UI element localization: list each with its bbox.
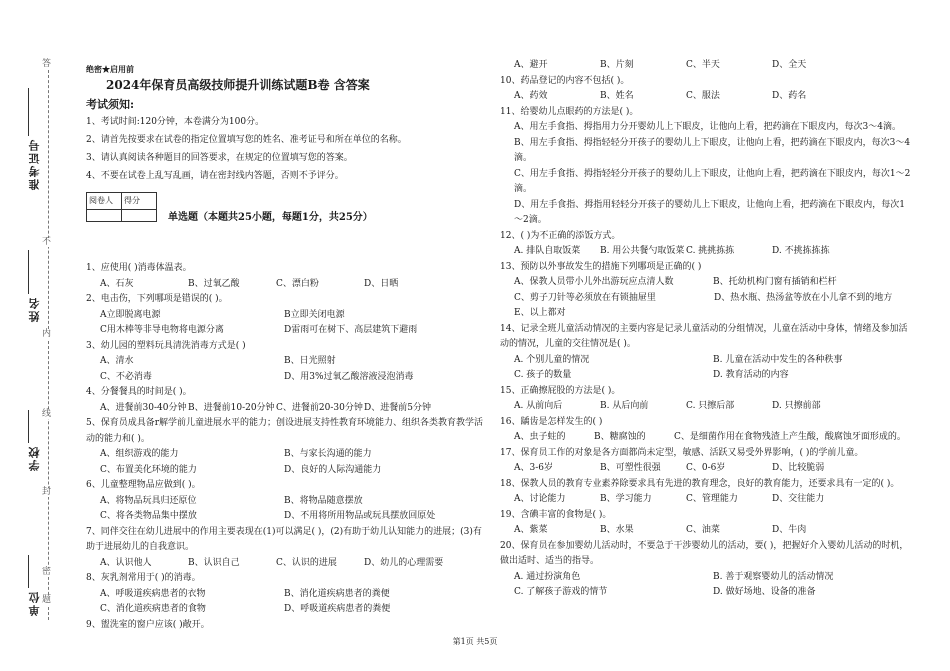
- options-row: [86, 277, 486, 293]
- option: D、不用将所用物品或玩具摆放回原处: [284, 511, 436, 521]
- page-footer: 第1页 共5页: [452, 637, 498, 646]
- options-row: [500, 461, 912, 477]
- question-stem: 12、( )为不正确的添饭方式。: [500, 230, 621, 241]
- options-row: [86, 494, 486, 510]
- unit-label: 单位: [28, 590, 41, 616]
- name-label: 姓名: [28, 296, 41, 322]
- option: C用木棒等非导电物将电源分离: [100, 325, 224, 335]
- option: D、牛肉: [772, 525, 807, 535]
- section-title: 单选题（本题共25小题，每题1分，共25分）: [168, 212, 373, 223]
- option: C. 了解孩子游戏的情节: [514, 587, 608, 597]
- question-block: [86, 416, 486, 478]
- question-block: [86, 339, 486, 386]
- option: D、幼儿的心理需要: [364, 557, 444, 568]
- options-row: [86, 509, 486, 525]
- option: B、托幼机构门窗有插销和栏杆: [713, 277, 837, 287]
- option: B、糖腐蚀的: [594, 432, 646, 442]
- options-row: [86, 354, 486, 370]
- rule-item: 2、请首先按要求在试卷的指定位置填写您的姓名、准考证号和所在单位的名称。: [86, 135, 407, 145]
- options-row: [500, 492, 912, 508]
- question-stem: 7、同伴交往在幼儿进展中的作用主要表现在(1)可以满足( )，(2)有助于幼儿认知能力的进展；(3)有助于进展幼儿的自我意识。: [86, 526, 482, 552]
- seal-mark: 答: [42, 59, 52, 69]
- option: C、将各类物品集中摆放: [100, 511, 197, 521]
- question-list: [500, 58, 912, 601]
- question-stem: 5、保育员成具备r解学前儿童进展水平的能力；创设进展支持性教育环境能力、组织各类教育教学活动的能力和( )。: [86, 418, 484, 444]
- option: B、姓名: [600, 91, 634, 101]
- option: D、药名: [772, 91, 807, 101]
- seal-line: [48, 60, 49, 620]
- option: D. 做好场地、设备的准备: [713, 587, 816, 597]
- seal-mark: 题: [42, 595, 52, 605]
- option: B、过氧乙酸: [188, 278, 240, 289]
- question-stem: 4、分餐餐具的时间是( )。: [86, 387, 192, 397]
- option: D雷雨可在树下、高层建筑下避雨: [284, 325, 418, 335]
- question-list: [86, 261, 486, 633]
- option: D、用左手食指、拇指用轻轻分开孩子的婴幼儿上下眼皮，让他向上看，把药滴在下眼皮内，每次1～2滴。: [514, 199, 905, 225]
- option: D、进餐前5分钟: [364, 402, 431, 413]
- option: B、将物品随意摆放: [284, 495, 363, 506]
- options-row: [86, 401, 486, 417]
- option: A、呼吸道疾病患者的衣物: [100, 588, 206, 599]
- option: A、将物品玩具归还原位: [100, 495, 197, 506]
- option: B. 善于观察婴幼儿的活动情况: [713, 571, 834, 582]
- option: D、呼吸道疾病患者的粪便: [284, 604, 391, 614]
- question-block: [500, 260, 912, 322]
- option: A、组织游戏的能力: [100, 449, 179, 459]
- option: A、石灰: [100, 278, 134, 289]
- option: A、认识他人: [100, 557, 152, 568]
- rule-item: 3、请认真阅读各种题目的回答要求，在规定的位置填写您的答案。: [86, 153, 353, 163]
- question-block: [500, 58, 912, 74]
- notice-title: 考试须知:: [86, 98, 135, 111]
- option: A. 排队自取饭菜: [514, 246, 581, 256]
- question-block: [500, 508, 912, 539]
- seal-mark: 不: [42, 237, 52, 247]
- option: B、可塑性很强: [600, 463, 661, 473]
- option: C、漂白粉: [276, 278, 319, 289]
- option: A、避开: [514, 60, 548, 70]
- option: C. 挑挑拣拣: [686, 246, 735, 256]
- option: B. 儿童在活动中发生的各种秩事: [713, 354, 843, 365]
- options-row: [500, 523, 912, 539]
- options-row: [86, 447, 486, 463]
- question-stem: 6、儿童整理物品应做到( )。: [86, 480, 201, 490]
- question-block: [500, 74, 912, 105]
- option: B、与家长沟通的能力: [284, 449, 372, 459]
- grader-cell[interactable]: [87, 209, 122, 221]
- rule-item: 4、不要在试卷上乱写乱画，请在密封线内答题，否则不予评分。: [86, 171, 344, 181]
- options-row: [500, 570, 912, 586]
- option: D、热水瓶、热汤盆等放在小儿拿不到的地方: [714, 292, 893, 303]
- question-block: [86, 478, 486, 525]
- option: A、清水: [100, 356, 134, 366]
- option: D. 不挑拣拣拣: [772, 246, 830, 256]
- question-stem: 9、盥洗室的窗户应该( )敞开。: [86, 619, 210, 630]
- option: A、进餐前30-40分钟: [100, 402, 187, 413]
- question-block: [500, 539, 912, 601]
- option: E、以上都对: [514, 308, 566, 318]
- option: A. 从前向后: [514, 401, 563, 411]
- option: C、不必消毒: [100, 371, 152, 382]
- option: C、进餐前20-30分钟: [276, 402, 363, 413]
- options-row: [86, 370, 486, 386]
- seal-mark: 线: [42, 409, 52, 419]
- question-block: [86, 618, 486, 634]
- option: A、保教人员带小儿外出游玩应点清人数: [514, 277, 674, 287]
- question-stem: 13、预防以外事故发生的措施下列哪项是正确的( ): [500, 261, 702, 272]
- question-stem: 15、正确擦屁股的方法是( )。: [500, 385, 621, 396]
- option: D、全天: [772, 60, 807, 70]
- options-row: [86, 463, 486, 479]
- question-stem: 18、保教人员的教育专业素养除要求具有先进的教育理念，良好的教育能力，还要求具有一定的( )。: [500, 478, 900, 489]
- option: C、0-6岁: [686, 463, 726, 473]
- option: A、3-6岁: [514, 463, 553, 473]
- option: A立即脱离电源: [100, 309, 161, 320]
- question-block: [86, 261, 486, 292]
- options-row: [500, 244, 912, 260]
- question-block: [500, 322, 912, 384]
- name-line: [28, 250, 29, 294]
- exam-no-label: 准考证号: [28, 138, 41, 190]
- option: C、是细菌作用在食物残渣上产生酸，酸腐蚀牙面形成的。: [674, 432, 906, 442]
- option: A、讨论能力: [514, 494, 566, 504]
- option: D、比较脆弱: [772, 463, 825, 473]
- score-cell[interactable]: [122, 209, 157, 221]
- seal-mark: 密: [42, 567, 52, 577]
- question-stem: 1、应使用( )消毒体温表。: [86, 263, 192, 273]
- question-stem: 2、电击伤，下列哪项是错误的( )。: [86, 294, 228, 304]
- exam-no-line: [28, 88, 29, 136]
- option: C、剪子刀针等必须放在有锁抽屉里: [514, 292, 656, 303]
- option: B、认识自己: [188, 557, 240, 568]
- option: B、消化道疾病患者的粪便: [284, 588, 390, 599]
- rules-list: [86, 115, 407, 187]
- options-row: [500, 430, 912, 446]
- option: D、日晒: [364, 278, 399, 289]
- option: D. 教育活动的内容: [713, 370, 789, 380]
- question-block: [500, 477, 912, 508]
- option: C、服法: [686, 91, 720, 101]
- options-row: [500, 353, 912, 369]
- score-header: 得分: [122, 193, 157, 210]
- options-row: [500, 275, 912, 291]
- option: A、虫子蛀的: [514, 432, 566, 442]
- option: B. 用公共餐勺取饭菜: [600, 246, 685, 256]
- options-row: [500, 58, 912, 74]
- page-title: 2024年保育员高级技师提升训练试题B卷 含答案: [106, 78, 370, 92]
- option: C、油菜: [686, 525, 720, 535]
- options-row: [86, 308, 486, 324]
- seal-mark: 内: [42, 329, 52, 339]
- options-row: [86, 556, 486, 572]
- options-row: [500, 291, 912, 307]
- option: C. 孩子的数量: [514, 370, 572, 380]
- rule-item: 1、考试时间:120分钟，本卷满分为100分。: [86, 117, 265, 127]
- question-block: [500, 105, 912, 229]
- option: A、药效: [514, 91, 548, 101]
- option: C、用左手食指、拇指轻轻分开孩子的婴幼儿上下眼皮，让他向上看，把药滴在下眼皮内，每次1～2滴。: [514, 168, 911, 194]
- seal-mark: 封: [42, 487, 52, 497]
- binding-margin: [0, 0, 70, 671]
- option: C、认识的进展: [276, 557, 337, 568]
- question-block: [500, 415, 912, 446]
- question-stem: 14、记录全班儿童活动情况的主要内容是记录儿童活动的分组情况，儿童在活动中身体，情绪及参加活动的情况，儿童的交往情况是( )。: [500, 323, 908, 349]
- school-line: [28, 410, 29, 443]
- question-block: [86, 292, 486, 339]
- option: A、紫菜: [514, 525, 548, 535]
- option: C. 只擦后部: [686, 401, 735, 411]
- question-block: [86, 525, 486, 572]
- school-label: 学校: [28, 445, 41, 471]
- option: D、用3%过氧乙酸溶液浸泡消毒: [284, 371, 414, 382]
- option: B立即关闭电源: [284, 309, 345, 320]
- secret-label: 绝密★启用前: [86, 64, 134, 74]
- option: B、日光照射: [284, 356, 336, 366]
- question-block: [86, 571, 486, 618]
- option: B、用左手食指、拇指轻轻分开孩子的婴幼儿上下眼皮，让他向上看，把药滴在下眼皮内，每次3～4滴。: [514, 137, 911, 163]
- options-row: [86, 323, 486, 339]
- options-row: [500, 399, 912, 415]
- option: C、半天: [686, 60, 720, 70]
- question-block: [500, 229, 912, 260]
- options-row: [500, 368, 912, 384]
- option: D. 只擦前部: [772, 401, 821, 411]
- unit-line: [28, 555, 29, 588]
- option: B、进餐前10-20分钟: [188, 402, 275, 413]
- option: A. 个别儿童的情况: [514, 354, 590, 365]
- option: B、学习能力: [600, 494, 652, 504]
- option: D、交往能力: [772, 494, 825, 504]
- option: B. 从后向前: [600, 401, 649, 411]
- options-row: [86, 587, 486, 603]
- question-stem: 11、给婴幼儿点眼药的方法是( )。: [500, 106, 639, 117]
- option: B、片刻: [600, 60, 634, 70]
- option: C、消化道疾病患者的食物: [100, 604, 206, 614]
- options-row: [500, 585, 912, 601]
- question-stem: 8、灰乳剂常用于( )的消毒。: [86, 573, 201, 583]
- option: A、用左手食指、拇指用力分开婴幼儿上下眼皮，让他向上看，把药滴在下眼皮内，每次3～4滴。: [514, 122, 901, 132]
- options-row: [86, 602, 486, 618]
- question-stem: 17、保育员工作的对象是各方面都尚未定型，敏感、活跃又易受外界影响，( )的学前儿童。: [500, 447, 864, 458]
- question-block: [500, 384, 912, 415]
- option: C、管理能力: [686, 494, 738, 504]
- option: C、布置美化环境的能力: [100, 464, 197, 475]
- question-stem: 3、幼儿园的塑料玩具清洗消毒方式是( ): [86, 340, 246, 351]
- question-block: [86, 385, 486, 416]
- option: A. 通过扮演角色: [514, 571, 581, 582]
- option: D、良好的人际沟通能力: [284, 464, 382, 475]
- options-row: [500, 89, 912, 105]
- question-stem: 10、药品登记的内容不包括( )。: [500, 75, 630, 86]
- score-table: [86, 192, 157, 222]
- question-stem: 19、含碘丰富的食物是( )。: [500, 509, 612, 520]
- question-block: [500, 446, 912, 477]
- question-stem: 16、龋齿是怎样发生的( ): [500, 416, 603, 427]
- question-stem: 20、保育员在参加婴幼儿活动时，不要急于干涉婴幼儿的活动，要( )，把握好介入婴幼儿活动的时机，做出适时、适当的指导。: [500, 540, 909, 566]
- option: B、水果: [600, 525, 634, 535]
- grader-header: 阅卷人: [87, 193, 122, 210]
